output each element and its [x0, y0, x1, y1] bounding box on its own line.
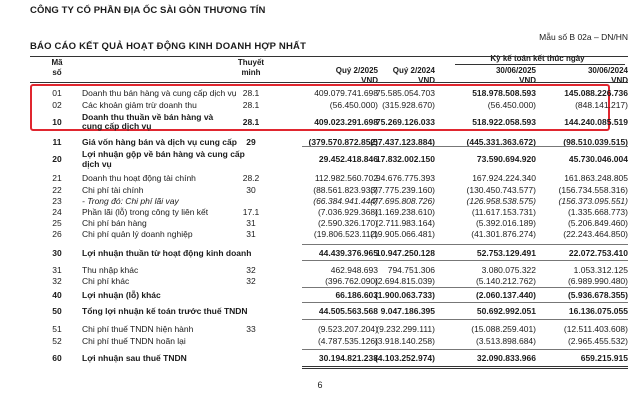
header-q2-2025: Quý 2/2025 VND — [335, 66, 378, 85]
header-code: Mã số — [51, 58, 63, 77]
header-q2-2024: Quý 2/2024 VND — [392, 66, 435, 85]
subtotal-rule — [302, 302, 628, 303]
total-rule — [302, 366, 628, 367]
form-code: Mẫu số B 02a – DN/HN — [539, 32, 628, 42]
subtotal-rule — [302, 260, 628, 261]
header-2024: 30/06/2024 VND — [587, 66, 628, 85]
header-bottom-rule — [30, 82, 628, 83]
subtotal-rule — [302, 349, 628, 350]
header-2025: 30/06/2025 VND — [495, 66, 536, 85]
subtotal-rule — [302, 244, 628, 245]
company-name: CÔNG TY CỔ PHẦN ĐỊA ỐC SÀI GÒN THƯƠNG TÍN — [30, 5, 266, 16]
total-double-rule — [302, 368, 628, 369]
header-note: Thuyết minh — [237, 58, 265, 77]
header-accum-group: Kỳ kế toán kết thúc ngày — [490, 54, 585, 63]
header-group-line — [455, 64, 625, 65]
page-number: 6 — [317, 380, 323, 390]
subtotal-rule — [302, 319, 628, 320]
subtotal-rule — [302, 146, 628, 147]
report-title: BÁO CÁO KẾT QUẢ HOẠT ĐỘNG KINH DOANH HỢP NHẤT — [30, 41, 307, 52]
table-top-rule — [30, 56, 628, 57]
subtotal-rule — [302, 287, 628, 288]
